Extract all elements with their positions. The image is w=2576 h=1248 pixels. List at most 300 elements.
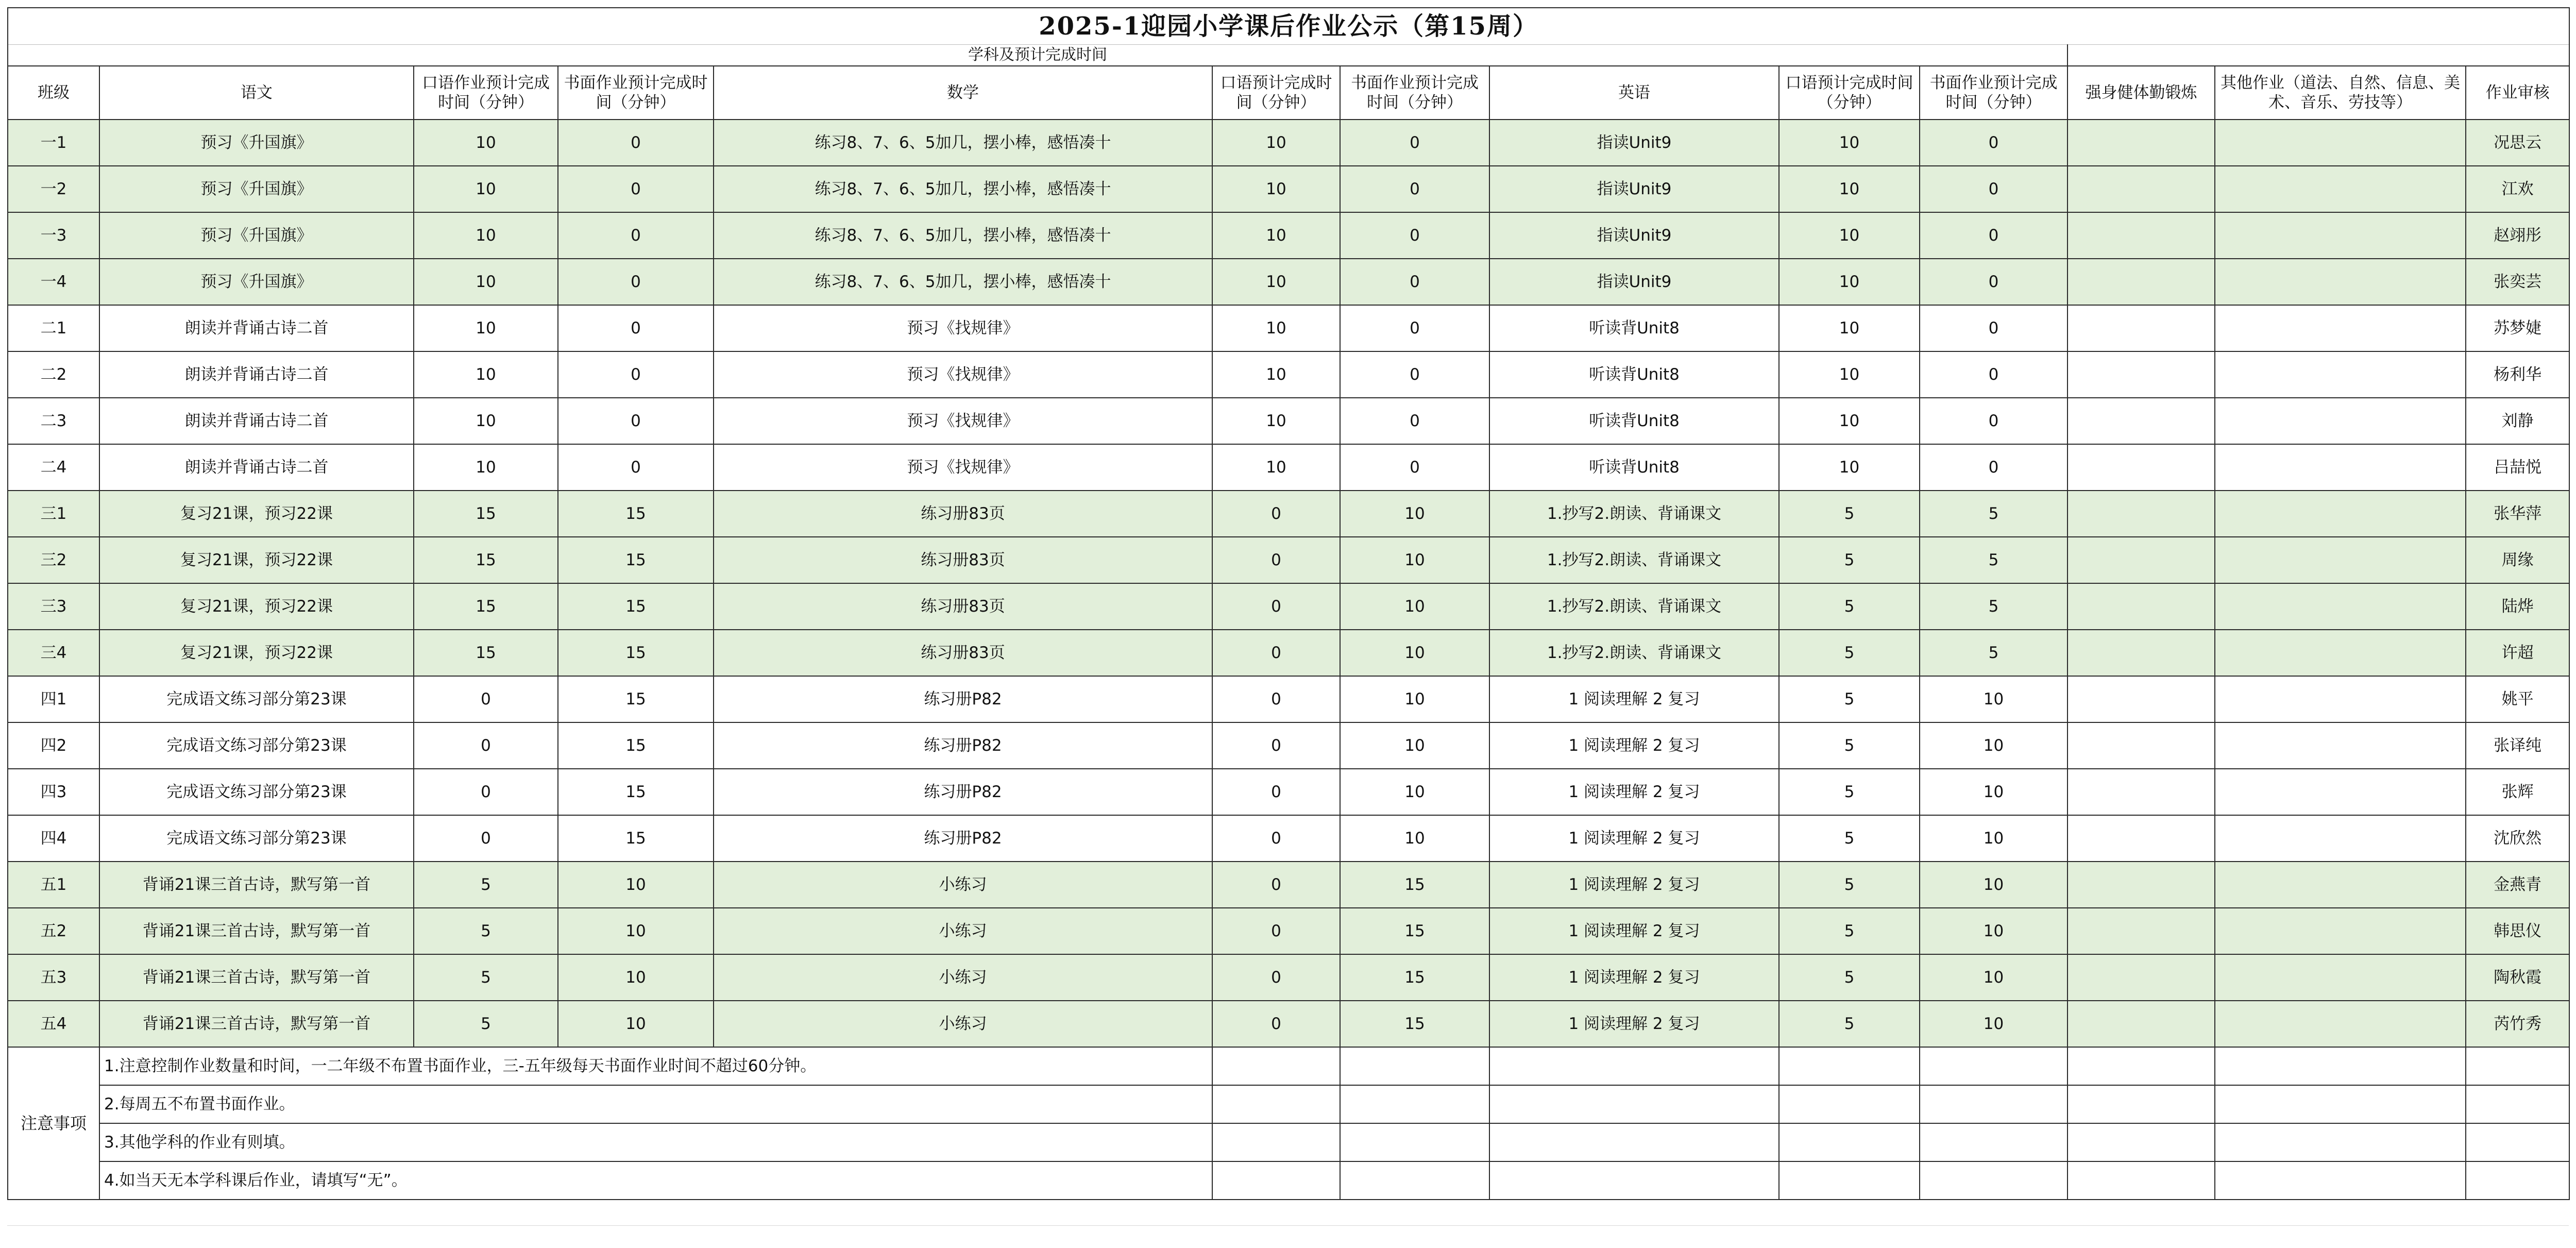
math-cell[interactable]: 练习册P82 — [714, 676, 1212, 722]
chinese-written-cell[interactable]: 15 — [558, 491, 714, 537]
english-cell[interactable]: 指读Unit9 — [1489, 120, 1779, 166]
chinese-written-cell[interactable]: 0 — [558, 351, 714, 398]
note-item-2[interactable]: 2.每周五不布置书面作业。 — [99, 1085, 1212, 1123]
note-cell[interactable] — [1212, 1085, 1340, 1123]
chinese-cell[interactable]: 背诵21课三首古诗，默写第一首 — [99, 908, 414, 954]
english-written-cell[interactable]: 0 — [1920, 305, 2067, 351]
english-written-cell[interactable]: 10 — [1920, 769, 2067, 815]
math-written-cell[interactable]: 10 — [1340, 630, 1489, 676]
english-oral-cell[interactable]: 5 — [1779, 815, 1920, 862]
english-cell[interactable]: 1.抄写2.朗读、背诵课文 — [1489, 630, 1779, 676]
note-cell[interactable] — [1920, 1123, 2067, 1161]
math-written-cell[interactable]: 10 — [1340, 676, 1489, 722]
math-written-cell[interactable]: 15 — [1340, 1001, 1489, 1047]
chinese-written-cell[interactable]: 0 — [558, 398, 714, 444]
english-cell[interactable]: 听读背Unit8 — [1489, 398, 1779, 444]
fitness-cell[interactable] — [2067, 1001, 2215, 1047]
math-oral-cell[interactable]: 10 — [1212, 351, 1340, 398]
math-written-cell[interactable]: 0 — [1340, 212, 1489, 259]
other-cell[interactable] — [2215, 351, 2466, 398]
math-oral-cell[interactable]: 0 — [1212, 676, 1340, 722]
chinese-cell[interactable]: 完成语文练习部分第23课 — [99, 722, 414, 769]
header-review[interactable]: 作业审核 — [2466, 66, 2569, 120]
note-cell[interactable] — [1340, 1085, 1489, 1123]
english-written-cell[interactable]: 5 — [1920, 491, 2067, 537]
review-cell[interactable]: 陶秋霞 — [2466, 954, 2569, 1001]
review-cell[interactable]: 韩思仪 — [2466, 908, 2569, 954]
english-cell[interactable]: 1 阅读理解 2 复习 — [1489, 908, 1779, 954]
math-oral-cell[interactable]: 0 — [1212, 908, 1340, 954]
math-cell[interactable]: 预习《找规律》 — [714, 398, 1212, 444]
chinese-written-cell[interactable]: 15 — [558, 583, 714, 630]
fitness-cell[interactable] — [2067, 815, 2215, 862]
header-english-written[interactable]: 书面作业预计完成时间（分钟） — [1920, 66, 2067, 120]
math-written-cell[interactable]: 15 — [1340, 908, 1489, 954]
english-cell[interactable]: 1 阅读理解 2 复习 — [1489, 722, 1779, 769]
chinese-oral-cell[interactable]: 10 — [414, 166, 558, 212]
note-cell[interactable] — [1920, 1085, 2067, 1123]
fitness-cell[interactable] — [2067, 212, 2215, 259]
review-cell[interactable]: 苏梦婕 — [2466, 305, 2569, 351]
english-oral-cell[interactable]: 5 — [1779, 537, 1920, 583]
english-oral-cell[interactable]: 10 — [1779, 259, 1920, 305]
other-cell[interactable] — [2215, 259, 2466, 305]
math-oral-cell[interactable]: 0 — [1212, 954, 1340, 1001]
math-written-cell[interactable]: 10 — [1340, 491, 1489, 537]
english-oral-cell[interactable]: 5 — [1779, 491, 1920, 537]
note-cell[interactable] — [1489, 1085, 1779, 1123]
math-cell[interactable]: 小练习 — [714, 862, 1212, 908]
chinese-oral-cell[interactable]: 5 — [414, 954, 558, 1001]
english-cell[interactable]: 1 阅读理解 2 复习 — [1489, 769, 1779, 815]
review-cell[interactable]: 陆烨 — [2466, 583, 2569, 630]
english-written-cell[interactable]: 0 — [1920, 444, 2067, 491]
review-cell[interactable]: 张奕芸 — [2466, 259, 2569, 305]
english-cell[interactable]: 1.抄写2.朗读、背诵课文 — [1489, 491, 1779, 537]
note-cell[interactable] — [1340, 1123, 1489, 1161]
chinese-cell[interactable]: 朗读并背诵古诗二首 — [99, 398, 414, 444]
class-cell[interactable]: 一2 — [8, 166, 99, 212]
chinese-written-cell[interactable]: 15 — [558, 676, 714, 722]
note-cell[interactable] — [2215, 1085, 2466, 1123]
english-written-cell[interactable]: 5 — [1920, 583, 2067, 630]
note-cell[interactable] — [1779, 1047, 1920, 1085]
header-chinese-oral[interactable]: 口语作业预计完成时间（分钟） — [414, 66, 558, 120]
math-oral-cell[interactable]: 0 — [1212, 769, 1340, 815]
chinese-written-cell[interactable]: 0 — [558, 305, 714, 351]
review-cell[interactable]: 杨利华 — [2466, 351, 2569, 398]
fitness-cell[interactable] — [2067, 444, 2215, 491]
english-oral-cell[interactable]: 10 — [1779, 120, 1920, 166]
review-cell[interactable]: 芮竹秀 — [2466, 1001, 2569, 1047]
header-math-oral[interactable]: 口语预计完成时间（分钟） — [1212, 66, 1340, 120]
class-cell[interactable]: 五3 — [8, 954, 99, 1001]
math-cell[interactable]: 练习8、7、6、5加几，摆小棒，感悟凑十 — [714, 212, 1212, 259]
english-written-cell[interactable]: 10 — [1920, 1001, 2067, 1047]
math-oral-cell[interactable]: 10 — [1212, 212, 1340, 259]
chinese-oral-cell[interactable]: 0 — [414, 769, 558, 815]
fitness-cell[interactable] — [2067, 305, 2215, 351]
math-cell[interactable]: 练习8、7、6、5加几，摆小棒，感悟凑十 — [714, 166, 1212, 212]
english-written-cell[interactable]: 10 — [1920, 862, 2067, 908]
chinese-oral-cell[interactable]: 0 — [414, 676, 558, 722]
class-cell[interactable]: 五1 — [8, 862, 99, 908]
other-cell[interactable] — [2215, 166, 2466, 212]
class-cell[interactable]: 五4 — [8, 1001, 99, 1047]
english-written-cell[interactable]: 0 — [1920, 351, 2067, 398]
math-cell[interactable]: 练习册83页 — [714, 583, 1212, 630]
english-oral-cell[interactable]: 10 — [1779, 351, 1920, 398]
other-cell[interactable] — [2215, 444, 2466, 491]
note-cell[interactable] — [1920, 1161, 2067, 1200]
chinese-oral-cell[interactable]: 10 — [414, 305, 558, 351]
math-oral-cell[interactable]: 0 — [1212, 537, 1340, 583]
sheet-title[interactable]: 2025-1迎园小学课后作业公示（第15周） — [8, 8, 2569, 45]
other-cell[interactable] — [2215, 120, 2466, 166]
english-oral-cell[interactable]: 5 — [1779, 862, 1920, 908]
math-written-cell[interactable]: 10 — [1340, 537, 1489, 583]
other-cell[interactable] — [2215, 537, 2466, 583]
math-cell[interactable]: 练习册P82 — [714, 815, 1212, 862]
math-cell[interactable]: 练习8、7、6、5加几，摆小棒，感悟凑十 — [714, 120, 1212, 166]
other-cell[interactable] — [2215, 722, 2466, 769]
class-cell[interactable]: 三2 — [8, 537, 99, 583]
math-oral-cell[interactable]: 10 — [1212, 444, 1340, 491]
chinese-oral-cell[interactable]: 15 — [414, 491, 558, 537]
math-cell[interactable]: 练习册P82 — [714, 722, 1212, 769]
fitness-cell[interactable] — [2067, 120, 2215, 166]
review-cell[interactable]: 张译纯 — [2466, 722, 2569, 769]
class-cell[interactable]: 四2 — [8, 722, 99, 769]
chinese-oral-cell[interactable]: 10 — [414, 351, 558, 398]
chinese-written-cell[interactable]: 10 — [558, 954, 714, 1001]
math-written-cell[interactable]: 15 — [1340, 954, 1489, 1001]
fitness-cell[interactable] — [2067, 676, 2215, 722]
note-item-3[interactable]: 3.其他学科的作业有则填。 — [99, 1123, 1212, 1161]
chinese-oral-cell[interactable]: 10 — [414, 444, 558, 491]
math-oral-cell[interactable]: 10 — [1212, 398, 1340, 444]
review-cell[interactable]: 姚平 — [2466, 676, 2569, 722]
math-written-cell[interactable]: 0 — [1340, 398, 1489, 444]
other-cell[interactable] — [2215, 398, 2466, 444]
class-cell[interactable]: 三4 — [8, 630, 99, 676]
fitness-cell[interactable] — [2067, 491, 2215, 537]
note-cell[interactable] — [2067, 1123, 2215, 1161]
english-cell[interactable]: 1 阅读理解 2 复习 — [1489, 862, 1779, 908]
header-math-written[interactable]: 书面作业预计完成时间（分钟） — [1340, 66, 1489, 120]
english-oral-cell[interactable]: 10 — [1779, 444, 1920, 491]
math-oral-cell[interactable]: 0 — [1212, 583, 1340, 630]
notes-label[interactable]: 注意事项 — [8, 1047, 99, 1200]
fitness-cell[interactable] — [2067, 908, 2215, 954]
english-cell[interactable]: 听读背Unit8 — [1489, 351, 1779, 398]
header-math[interactable]: 数学 — [714, 66, 1212, 120]
chinese-written-cell[interactable]: 0 — [558, 120, 714, 166]
english-cell[interactable]: 1.抄写2.朗读、背诵课文 — [1489, 583, 1779, 630]
english-written-cell[interactable]: 10 — [1920, 676, 2067, 722]
math-written-cell[interactable]: 0 — [1340, 166, 1489, 212]
english-cell[interactable]: 听读背Unit8 — [1489, 305, 1779, 351]
class-cell[interactable]: 二2 — [8, 351, 99, 398]
chinese-written-cell[interactable]: 0 — [558, 166, 714, 212]
header-chinese-written[interactable]: 书面作业预计完成时间（分钟） — [558, 66, 714, 120]
other-cell[interactable] — [2215, 305, 2466, 351]
fitness-cell[interactable] — [2067, 398, 2215, 444]
other-cell[interactable] — [2215, 908, 2466, 954]
subtitle-blank[interactable] — [2067, 45, 2569, 66]
note-cell[interactable] — [2067, 1085, 2215, 1123]
math-written-cell[interactable]: 15 — [1340, 862, 1489, 908]
math-cell[interactable]: 预习《找规律》 — [714, 444, 1212, 491]
class-cell[interactable]: 一4 — [8, 259, 99, 305]
chinese-oral-cell[interactable]: 5 — [414, 862, 558, 908]
chinese-written-cell[interactable]: 15 — [558, 769, 714, 815]
other-cell[interactable] — [2215, 491, 2466, 537]
chinese-cell[interactable]: 复习21课，预习22课 — [99, 491, 414, 537]
class-cell[interactable]: 三3 — [8, 583, 99, 630]
review-cell[interactable]: 吕喆悦 — [2466, 444, 2569, 491]
english-written-cell[interactable]: 10 — [1920, 722, 2067, 769]
class-cell[interactable]: 一1 — [8, 120, 99, 166]
other-cell[interactable] — [2215, 1001, 2466, 1047]
math-cell[interactable]: 预习《找规律》 — [714, 351, 1212, 398]
class-cell[interactable]: 四1 — [8, 676, 99, 722]
chinese-oral-cell[interactable]: 10 — [414, 398, 558, 444]
header-english-oral[interactable]: 口语预计完成时间（分钟） — [1779, 66, 1920, 120]
header-class[interactable]: 班级 — [8, 66, 99, 120]
english-cell[interactable]: 听读背Unit8 — [1489, 444, 1779, 491]
chinese-oral-cell[interactable]: 15 — [414, 630, 558, 676]
class-cell[interactable]: 二4 — [8, 444, 99, 491]
math-oral-cell[interactable]: 10 — [1212, 166, 1340, 212]
note-cell[interactable] — [2067, 1161, 2215, 1200]
english-oral-cell[interactable]: 10 — [1779, 166, 1920, 212]
fitness-cell[interactable] — [2067, 862, 2215, 908]
english-cell[interactable]: 指读Unit9 — [1489, 166, 1779, 212]
class-cell[interactable]: 三1 — [8, 491, 99, 537]
math-cell[interactable]: 练习册83页 — [714, 630, 1212, 676]
math-oral-cell[interactable]: 10 — [1212, 305, 1340, 351]
math-cell[interactable]: 练习册83页 — [714, 537, 1212, 583]
note-cell[interactable] — [1489, 1161, 1779, 1200]
other-cell[interactable] — [2215, 583, 2466, 630]
note-cell[interactable] — [2466, 1085, 2569, 1123]
note-item-4[interactable]: 4.如当天无本学科课后作业，请填写“无”。 — [99, 1161, 1212, 1200]
math-oral-cell[interactable]: 10 — [1212, 120, 1340, 166]
note-cell[interactable] — [1779, 1123, 1920, 1161]
math-written-cell[interactable]: 0 — [1340, 120, 1489, 166]
other-cell[interactable] — [2215, 676, 2466, 722]
english-cell[interactable]: 1 阅读理解 2 复习 — [1489, 1001, 1779, 1047]
sheet-subtitle[interactable]: 学科及预计完成时间 — [8, 45, 2067, 66]
chinese-written-cell[interactable]: 15 — [558, 722, 714, 769]
class-cell[interactable]: 四3 — [8, 769, 99, 815]
header-other[interactable]: 其他作业（道法、自然、信息、美术、音乐、劳技等） — [2215, 66, 2466, 120]
math-cell[interactable]: 预习《找规律》 — [714, 305, 1212, 351]
english-written-cell[interactable]: 5 — [1920, 537, 2067, 583]
note-item-1[interactable]: 1.注意控制作业数量和时间，一二年级不布置书面作业，三-五年级每天书面作业时间不超过60分钟。 — [99, 1047, 1212, 1085]
english-written-cell[interactable]: 0 — [1920, 212, 2067, 259]
english-written-cell[interactable]: 10 — [1920, 954, 2067, 1001]
english-written-cell[interactable]: 10 — [1920, 908, 2067, 954]
chinese-written-cell[interactable]: 0 — [558, 212, 714, 259]
note-cell[interactable] — [1212, 1123, 1340, 1161]
english-oral-cell[interactable]: 5 — [1779, 769, 1920, 815]
chinese-cell[interactable]: 朗读并背诵古诗二首 — [99, 351, 414, 398]
fitness-cell[interactable] — [2067, 583, 2215, 630]
english-written-cell[interactable]: 0 — [1920, 166, 2067, 212]
math-cell[interactable]: 练习册P82 — [714, 769, 1212, 815]
math-cell[interactable]: 小练习 — [714, 908, 1212, 954]
english-cell[interactable]: 指读Unit9 — [1489, 259, 1779, 305]
chinese-oral-cell[interactable]: 15 — [414, 583, 558, 630]
chinese-written-cell[interactable]: 0 — [558, 444, 714, 491]
review-cell[interactable]: 周缘 — [2466, 537, 2569, 583]
chinese-oral-cell[interactable]: 15 — [414, 537, 558, 583]
math-oral-cell[interactable]: 0 — [1212, 1001, 1340, 1047]
review-cell[interactable]: 沈欣然 — [2466, 815, 2569, 862]
review-cell[interactable]: 刘静 — [2466, 398, 2569, 444]
other-cell[interactable] — [2215, 815, 2466, 862]
fitness-cell[interactable] — [2067, 769, 2215, 815]
fitness-cell[interactable] — [2067, 630, 2215, 676]
math-oral-cell[interactable]: 0 — [1212, 862, 1340, 908]
note-cell[interactable] — [1212, 1161, 1340, 1200]
math-oral-cell[interactable]: 0 — [1212, 491, 1340, 537]
note-cell[interactable] — [2067, 1047, 2215, 1085]
math-oral-cell[interactable]: 0 — [1212, 815, 1340, 862]
chinese-oral-cell[interactable]: 10 — [414, 212, 558, 259]
chinese-written-cell[interactable]: 15 — [558, 537, 714, 583]
math-cell[interactable]: 练习8、7、6、5加几，摆小棒，感悟凑十 — [714, 259, 1212, 305]
math-oral-cell[interactable]: 10 — [1212, 259, 1340, 305]
chinese-written-cell[interactable]: 10 — [558, 862, 714, 908]
english-oral-cell[interactable]: 5 — [1779, 954, 1920, 1001]
note-cell[interactable] — [2215, 1161, 2466, 1200]
header-chinese[interactable]: 语文 — [99, 66, 414, 120]
english-cell[interactable]: 1.抄写2.朗读、背诵课文 — [1489, 537, 1779, 583]
note-cell[interactable] — [1340, 1047, 1489, 1085]
note-cell[interactable] — [1489, 1123, 1779, 1161]
english-written-cell[interactable]: 10 — [1920, 815, 2067, 862]
english-oral-cell[interactable]: 5 — [1779, 1001, 1920, 1047]
chinese-cell[interactable]: 背诵21课三首古诗，默写第一首 — [99, 862, 414, 908]
chinese-oral-cell[interactable]: 5 — [414, 1001, 558, 1047]
english-cell[interactable]: 1 阅读理解 2 复习 — [1489, 676, 1779, 722]
chinese-written-cell[interactable]: 10 — [558, 1001, 714, 1047]
review-cell[interactable]: 金燕青 — [2466, 862, 2569, 908]
review-cell[interactable]: 张华萍 — [2466, 491, 2569, 537]
chinese-cell[interactable]: 预习《升国旗》 — [99, 166, 414, 212]
chinese-cell[interactable]: 复习21课，预习22课 — [99, 630, 414, 676]
english-cell[interactable]: 1 阅读理解 2 复习 — [1489, 815, 1779, 862]
chinese-written-cell[interactable]: 15 — [558, 815, 714, 862]
review-cell[interactable]: 许超 — [2466, 630, 2569, 676]
class-cell[interactable]: 四4 — [8, 815, 99, 862]
other-cell[interactable] — [2215, 630, 2466, 676]
english-written-cell[interactable]: 0 — [1920, 259, 2067, 305]
chinese-oral-cell[interactable]: 0 — [414, 815, 558, 862]
chinese-cell[interactable]: 复习21课，预习22课 — [99, 583, 414, 630]
math-oral-cell[interactable]: 0 — [1212, 630, 1340, 676]
english-written-cell[interactable]: 0 — [1920, 120, 2067, 166]
review-cell[interactable]: 况思云 — [2466, 120, 2569, 166]
note-cell[interactable] — [1340, 1161, 1489, 1200]
class-cell[interactable]: 二1 — [8, 305, 99, 351]
note-cell[interactable] — [2466, 1047, 2569, 1085]
english-oral-cell[interactable]: 5 — [1779, 676, 1920, 722]
math-written-cell[interactable]: 0 — [1340, 305, 1489, 351]
english-oral-cell[interactable]: 5 — [1779, 908, 1920, 954]
review-cell[interactable]: 张辉 — [2466, 769, 2569, 815]
review-cell[interactable]: 赵翊彤 — [2466, 212, 2569, 259]
chinese-written-cell[interactable]: 10 — [558, 908, 714, 954]
math-written-cell[interactable]: 10 — [1340, 769, 1489, 815]
math-written-cell[interactable]: 0 — [1340, 351, 1489, 398]
other-cell[interactable] — [2215, 212, 2466, 259]
math-cell[interactable]: 小练习 — [714, 1001, 1212, 1047]
english-oral-cell[interactable]: 5 — [1779, 583, 1920, 630]
chinese-cell[interactable]: 背诵21课三首古诗，默写第一首 — [99, 954, 414, 1001]
chinese-cell[interactable]: 完成语文练习部分第23课 — [99, 815, 414, 862]
english-oral-cell[interactable]: 10 — [1779, 305, 1920, 351]
chinese-cell[interactable]: 预习《升国旗》 — [99, 212, 414, 259]
chinese-cell[interactable]: 完成语文练习部分第23课 — [99, 769, 414, 815]
class-cell[interactable]: 一3 — [8, 212, 99, 259]
chinese-oral-cell[interactable]: 10 — [414, 259, 558, 305]
chinese-cell[interactable]: 朗读并背诵古诗二首 — [99, 305, 414, 351]
chinese-cell[interactable]: 预习《升国旗》 — [99, 259, 414, 305]
english-written-cell[interactable]: 5 — [1920, 630, 2067, 676]
math-written-cell[interactable]: 0 — [1340, 444, 1489, 491]
other-cell[interactable] — [2215, 769, 2466, 815]
math-written-cell[interactable]: 10 — [1340, 583, 1489, 630]
math-cell[interactable]: 练习册83页 — [714, 491, 1212, 537]
chinese-written-cell[interactable]: 15 — [558, 630, 714, 676]
chinese-cell[interactable]: 背诵21课三首古诗，默写第一首 — [99, 1001, 414, 1047]
note-cell[interactable] — [1779, 1085, 1920, 1123]
math-written-cell[interactable]: 10 — [1340, 815, 1489, 862]
english-cell[interactable]: 1 阅读理解 2 复习 — [1489, 954, 1779, 1001]
fitness-cell[interactable] — [2067, 954, 2215, 1001]
math-cell[interactable]: 小练习 — [714, 954, 1212, 1001]
note-cell[interactable] — [2215, 1123, 2466, 1161]
review-cell[interactable]: 江欢 — [2466, 166, 2569, 212]
chinese-oral-cell[interactable]: 0 — [414, 722, 558, 769]
chinese-oral-cell[interactable]: 5 — [414, 908, 558, 954]
english-oral-cell[interactable]: 5 — [1779, 630, 1920, 676]
english-oral-cell[interactable]: 10 — [1779, 212, 1920, 259]
chinese-cell[interactable]: 完成语文练习部分第23课 — [99, 676, 414, 722]
english-written-cell[interactable]: 0 — [1920, 398, 2067, 444]
fitness-cell[interactable] — [2067, 259, 2215, 305]
note-cell[interactable] — [1779, 1161, 1920, 1200]
other-cell[interactable] — [2215, 954, 2466, 1001]
fitness-cell[interactable] — [2067, 537, 2215, 583]
english-oral-cell[interactable]: 10 — [1779, 398, 1920, 444]
header-english[interactable]: 英语 — [1489, 66, 1779, 120]
note-cell[interactable] — [2466, 1123, 2569, 1161]
header-fitness[interactable]: 强身健体勤锻炼 — [2067, 66, 2215, 120]
english-cell[interactable]: 指读Unit9 — [1489, 212, 1779, 259]
chinese-written-cell[interactable]: 0 — [558, 259, 714, 305]
note-cell[interactable] — [2215, 1047, 2466, 1085]
math-oral-cell[interactable]: 0 — [1212, 722, 1340, 769]
other-cell[interactable] — [2215, 862, 2466, 908]
class-cell[interactable]: 五2 — [8, 908, 99, 954]
note-cell[interactable] — [1489, 1047, 1779, 1085]
math-written-cell[interactable]: 0 — [1340, 259, 1489, 305]
